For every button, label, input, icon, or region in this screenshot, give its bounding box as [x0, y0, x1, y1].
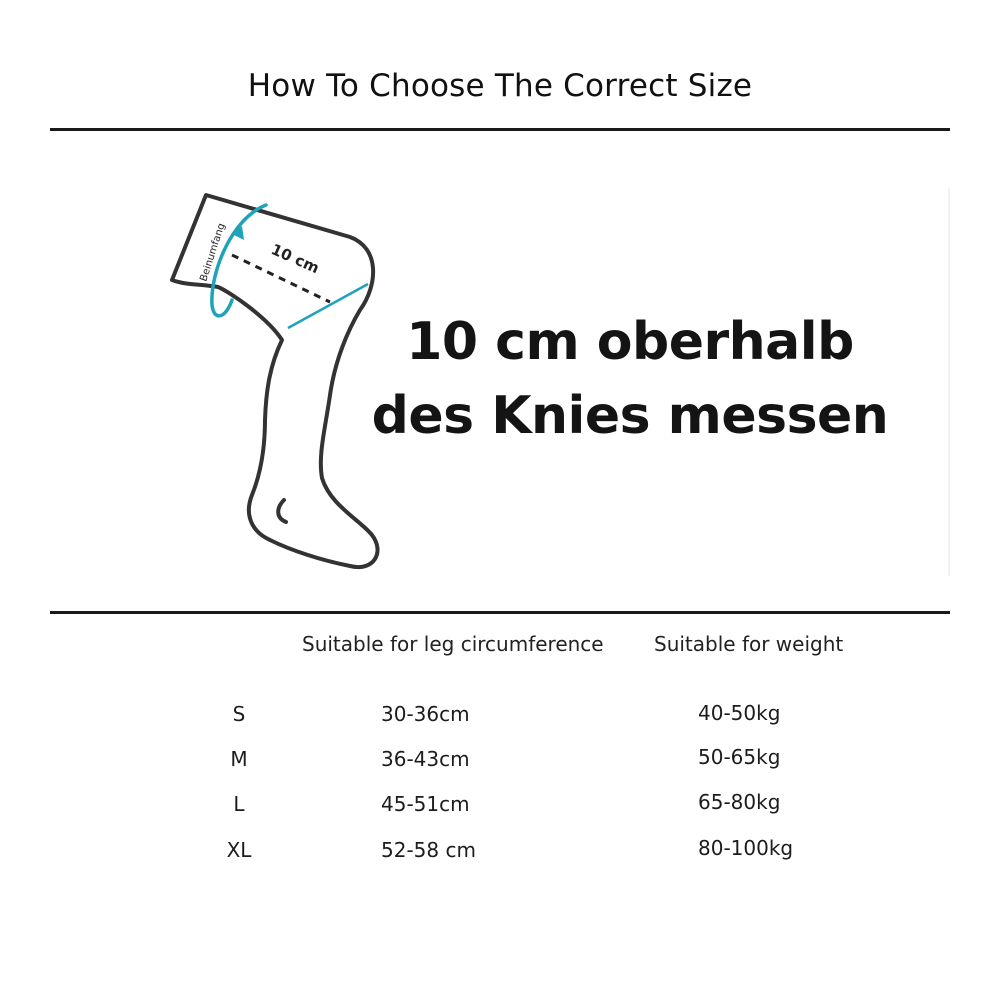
panel-edge [948, 188, 950, 576]
weight-value: 65-80kg [698, 790, 781, 814]
weight-value: 50-65kg [698, 745, 781, 769]
instruction-text [370, 305, 890, 453]
circumference-value: 52-58 cm [381, 838, 476, 862]
table-divider [50, 611, 950, 614]
size-label: L [233, 792, 245, 816]
circumference-value: 36-43cm [381, 747, 470, 771]
page-title: How To Choose The Correct Size [247, 68, 753, 104]
instruction-line-2: des Knies messen [371, 386, 889, 446]
circumference-value: 30-36cm [381, 702, 470, 726]
weight-value: 40-50kg [698, 701, 781, 725]
circumference-label: Beinumfang [198, 221, 228, 283]
knee-line [288, 284, 368, 328]
distance-label: 10 cm [268, 240, 322, 278]
size-label: M [230, 747, 248, 771]
size-label: S [232, 702, 246, 726]
size-label: XL [226, 838, 252, 862]
weight-column-header: Suitable for weight [654, 632, 844, 656]
instruction-line-1: 10 cm oberhalb [406, 312, 854, 372]
circumference-value: 45-51cm [381, 792, 470, 816]
circumference-column-header: Suitable for leg circumference [302, 632, 604, 656]
heel-mark [278, 500, 286, 522]
top-divider [50, 128, 950, 131]
weight-value: 80-100kg [698, 836, 794, 860]
